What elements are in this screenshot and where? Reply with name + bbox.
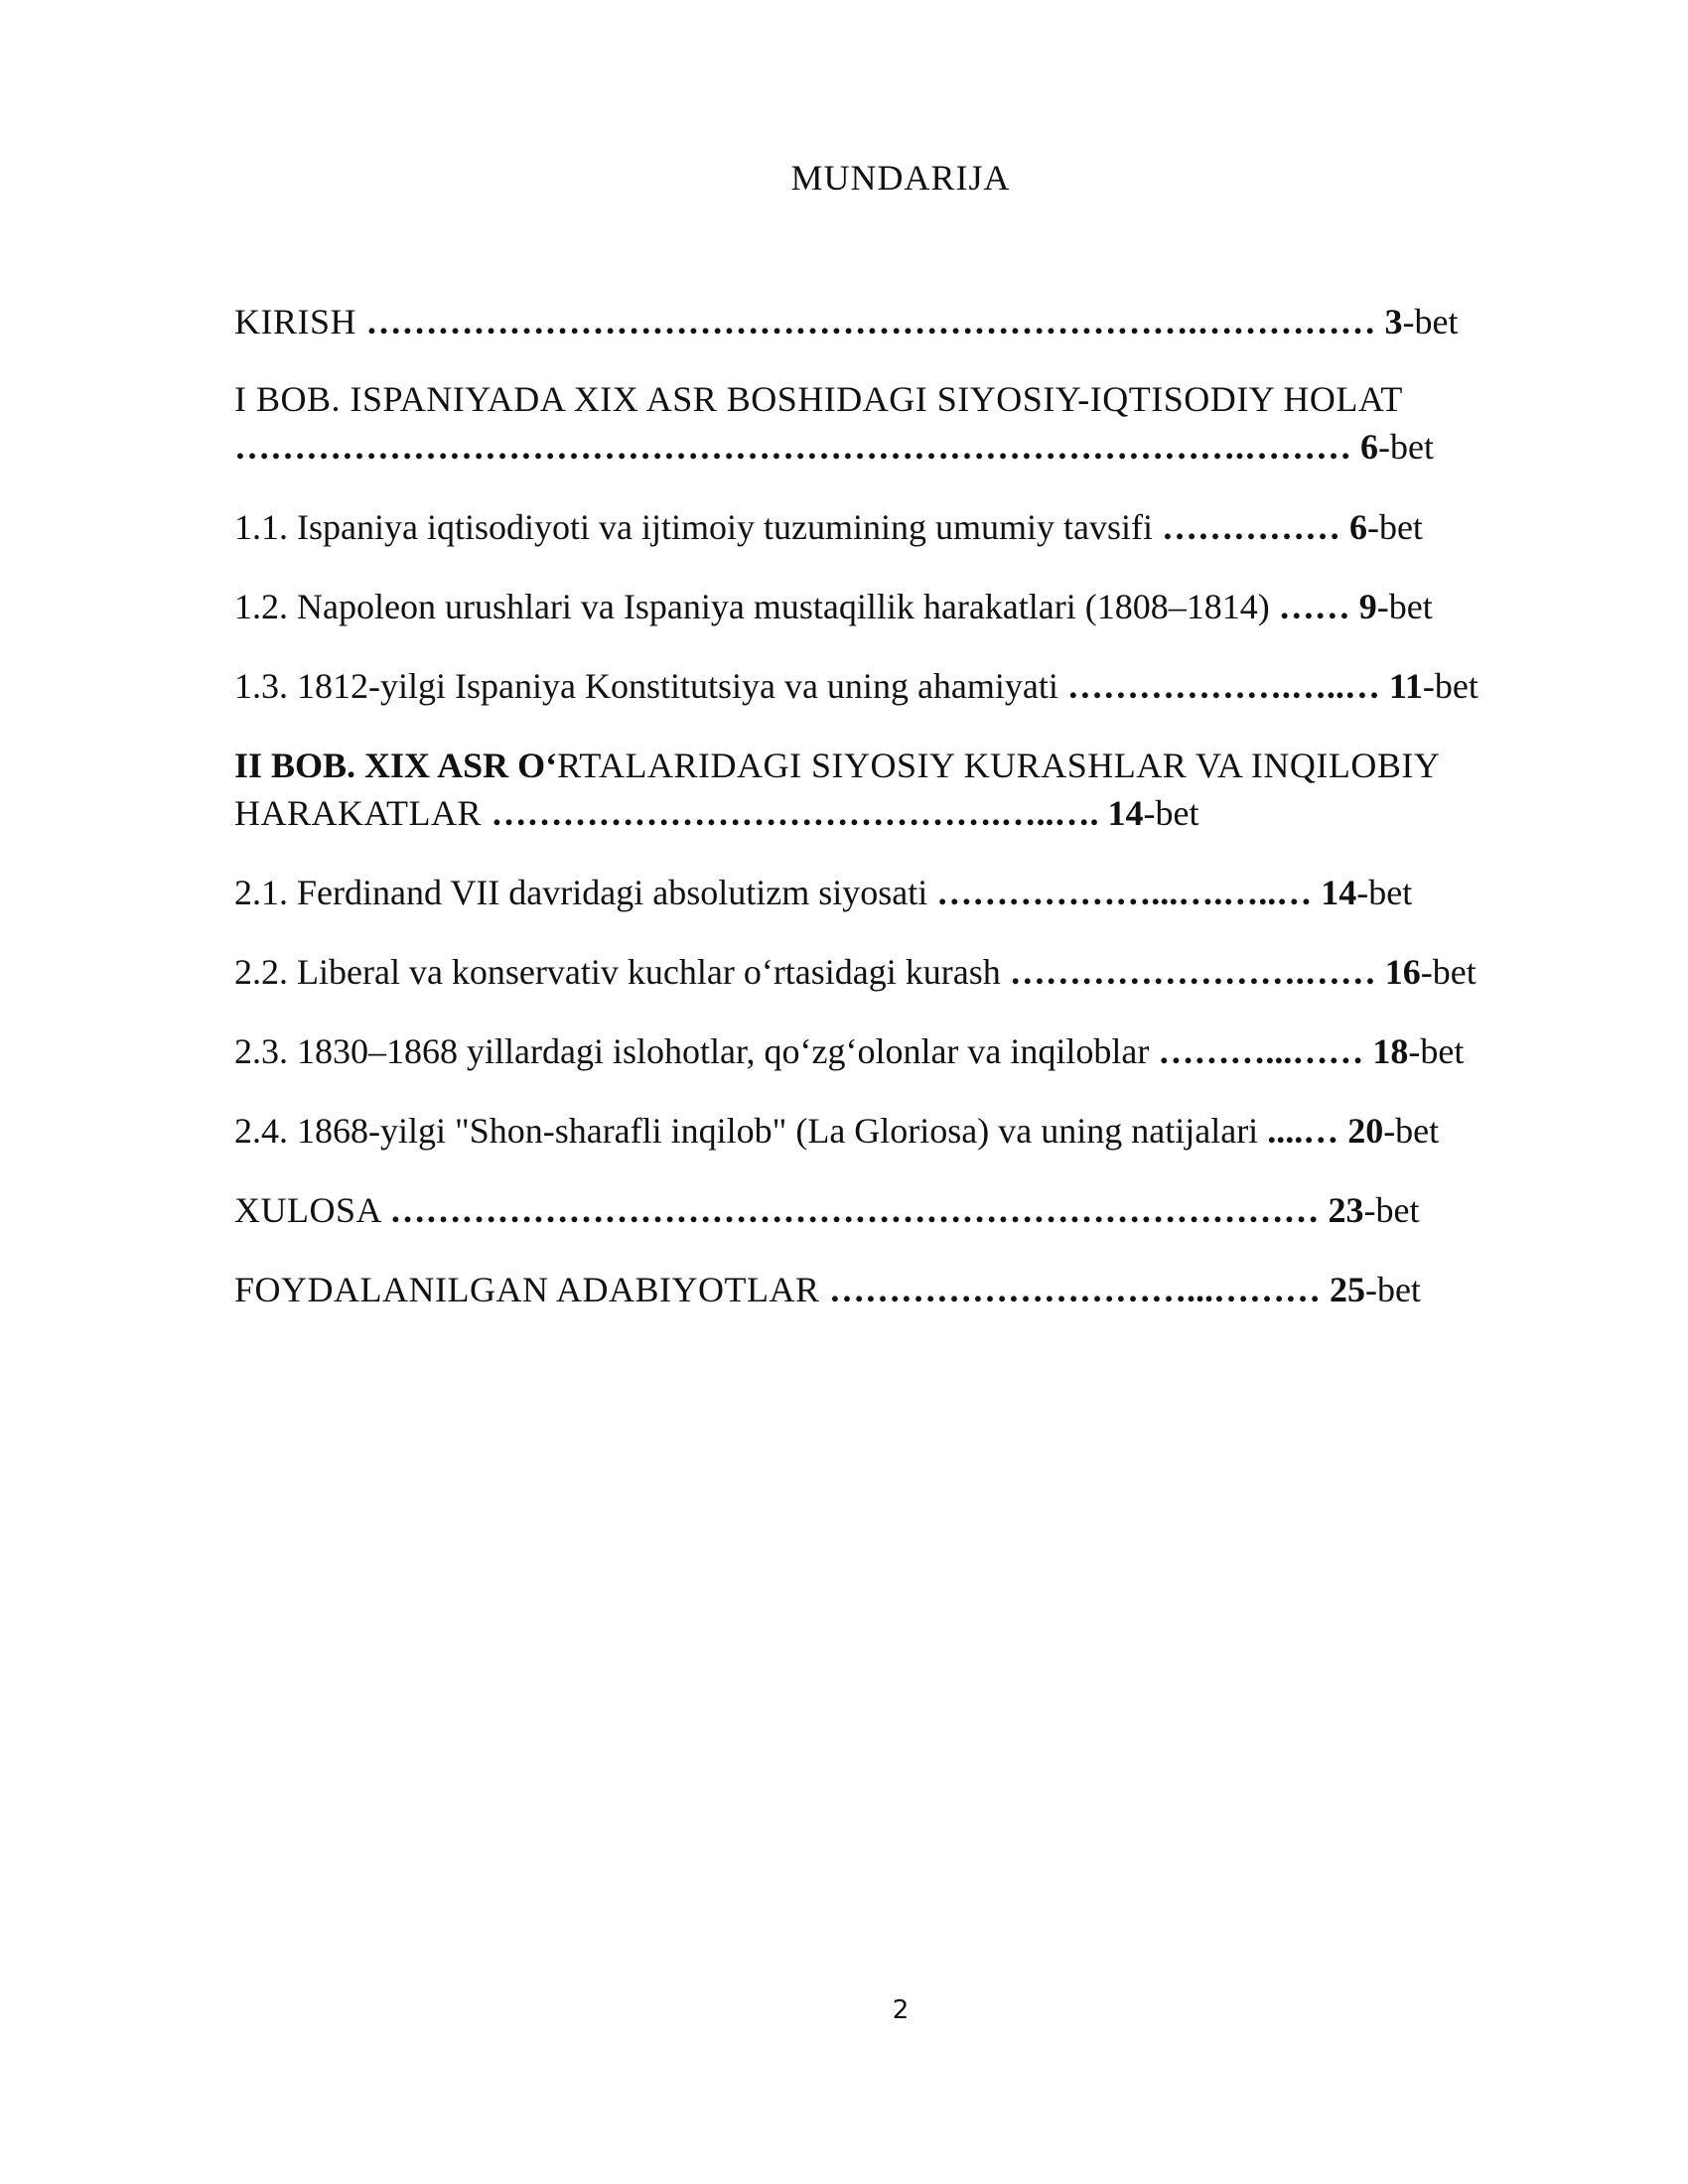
toc-entry-label: RTALARIDAGI SIYOSIY KURASHLAR VA INQILOBIY HARAKATLAR (234, 746, 1440, 833)
toc-entry-bibliography (234, 1266, 1555, 1313)
toc-page-number: 18 (1372, 1031, 1409, 1071)
page-title: MUNDARIJA (790, 158, 1011, 198)
toc-leader-dots: …………… (1161, 507, 1349, 547)
toc-leader-dots: …………………………...……… (828, 1270, 1330, 1309)
toc-entry-xulosa (234, 1186, 1555, 1234)
toc-page-number: 14 (1321, 873, 1357, 912)
toc-page-suffix: -bet (1402, 302, 1459, 341)
toc-leader-dots: ……………….…..… (1066, 666, 1389, 706)
toc-entry-label: 2.1. Ferdinand VII davridagi absolutizm siyosati (234, 873, 937, 912)
toc-leader-dots: ....… (1267, 1111, 1348, 1151)
toc-entry-label: KIRISH (234, 302, 366, 341)
toc-entry-label: I BOB. ISPANIYADA XIX ASR BOSHIDAGI SIYOSIY-IQTISODIY HOLAT (234, 379, 1403, 419)
toc-page-number: 23 (1328, 1190, 1364, 1230)
toc-entry-1-3 (234, 662, 1555, 710)
toc-entry-label: 1.1. Ispaniya iqtisodiyoti va ijtimoiy tuzumining umumiy tavsifi (234, 507, 1162, 547)
toc-entry-label: 2.3. 1830–1868 yillardagi islohotlar, qo‘zg‘olonlar va inqiloblar (234, 1031, 1159, 1071)
toc-leader-dots: …………………………………………………………………… (389, 1190, 1329, 1230)
toc-page-number: 11 (1388, 666, 1423, 706)
table-of-contents (234, 298, 1555, 1313)
toc-page-number: 9 (1358, 587, 1377, 626)
toc-page-number: 3 (1384, 302, 1403, 341)
toc-leader-dots: …………………………………….…..…. (491, 793, 1108, 833)
toc-leader-dots: ………...…… (1158, 1031, 1373, 1071)
toc-leader-dots: ………………...….…..… (936, 873, 1322, 912)
toc-entry-label: FOYDALANILGAN ADABIYOTLAR (234, 1270, 829, 1309)
toc-page-number: 6 (1348, 507, 1367, 547)
toc-leader-dots: …………………….…… (1009, 952, 1385, 992)
toc-page-suffix: -bet (1420, 952, 1477, 992)
toc-page-suffix: -bet (1143, 793, 1199, 833)
toc-page-suffix: -bet (1366, 507, 1423, 547)
toc-leader-dots: …… (1278, 587, 1359, 626)
toc-page-suffix: -bet (1408, 1031, 1465, 1071)
toc-page-suffix: -bet (1364, 1270, 1421, 1309)
page-number: 2 (892, 1995, 910, 2025)
toc-entry-1-2 (234, 583, 1555, 630)
toc-page-suffix: -bet (1383, 1111, 1440, 1151)
toc-entry-label: 1.2. Napoleon urushlari va Ispaniya mustaqillik harakatlari (1808–1814) (234, 587, 1279, 626)
toc-page-number: 6 (1360, 427, 1378, 467)
toc-entry-label: 2.2. Liberal va konservativ kuchlar o‘rtasidagi kurash (234, 952, 1010, 992)
toc-entry-chapter-1 (234, 375, 1555, 471)
toc-entry-2-4 (234, 1107, 1555, 1155)
toc-entry-2-3 (234, 1027, 1555, 1075)
toc-entry-chapter-2 (234, 742, 1555, 837)
toc-page-number: 25 (1329, 1270, 1365, 1309)
toc-entry-2-2 (234, 948, 1555, 996)
toc-page-suffix: -bet (1422, 666, 1478, 706)
toc-entry-kirish (234, 298, 1555, 345)
toc-page-suffix: -bet (1356, 873, 1413, 912)
toc-entry-label: 2.4. 1868-yilgi "Shon-sharafli inqilob" (La Gloriosa) va uning natijalari (234, 1111, 1268, 1151)
toc-entry-label: XULOSA (234, 1190, 390, 1230)
toc-page-number: 14 (1107, 793, 1144, 833)
toc-page-number: 16 (1384, 952, 1421, 992)
toc-entry-2-1 (234, 869, 1555, 916)
toc-page-suffix: -bet (1363, 1190, 1420, 1230)
toc-entry-1-1 (234, 503, 1555, 551)
toc-page-suffix: -bet (1376, 587, 1433, 626)
toc-leader-dots: …………………………………………………………….…………… (365, 302, 1376, 341)
toc-entry-label: 1.3. 1812-yilgi Ispaniya Konstitutsiya va uning ahamiyati (234, 666, 1067, 706)
toc-page-number: 20 (1347, 1111, 1384, 1151)
toc-page-suffix: -bet (1378, 427, 1434, 467)
toc-entry-label-bold: II BOB. XIX ASR O‘ (234, 746, 558, 785)
toc-leader-dots: ………………………………………………………………………….……… (234, 427, 1360, 467)
